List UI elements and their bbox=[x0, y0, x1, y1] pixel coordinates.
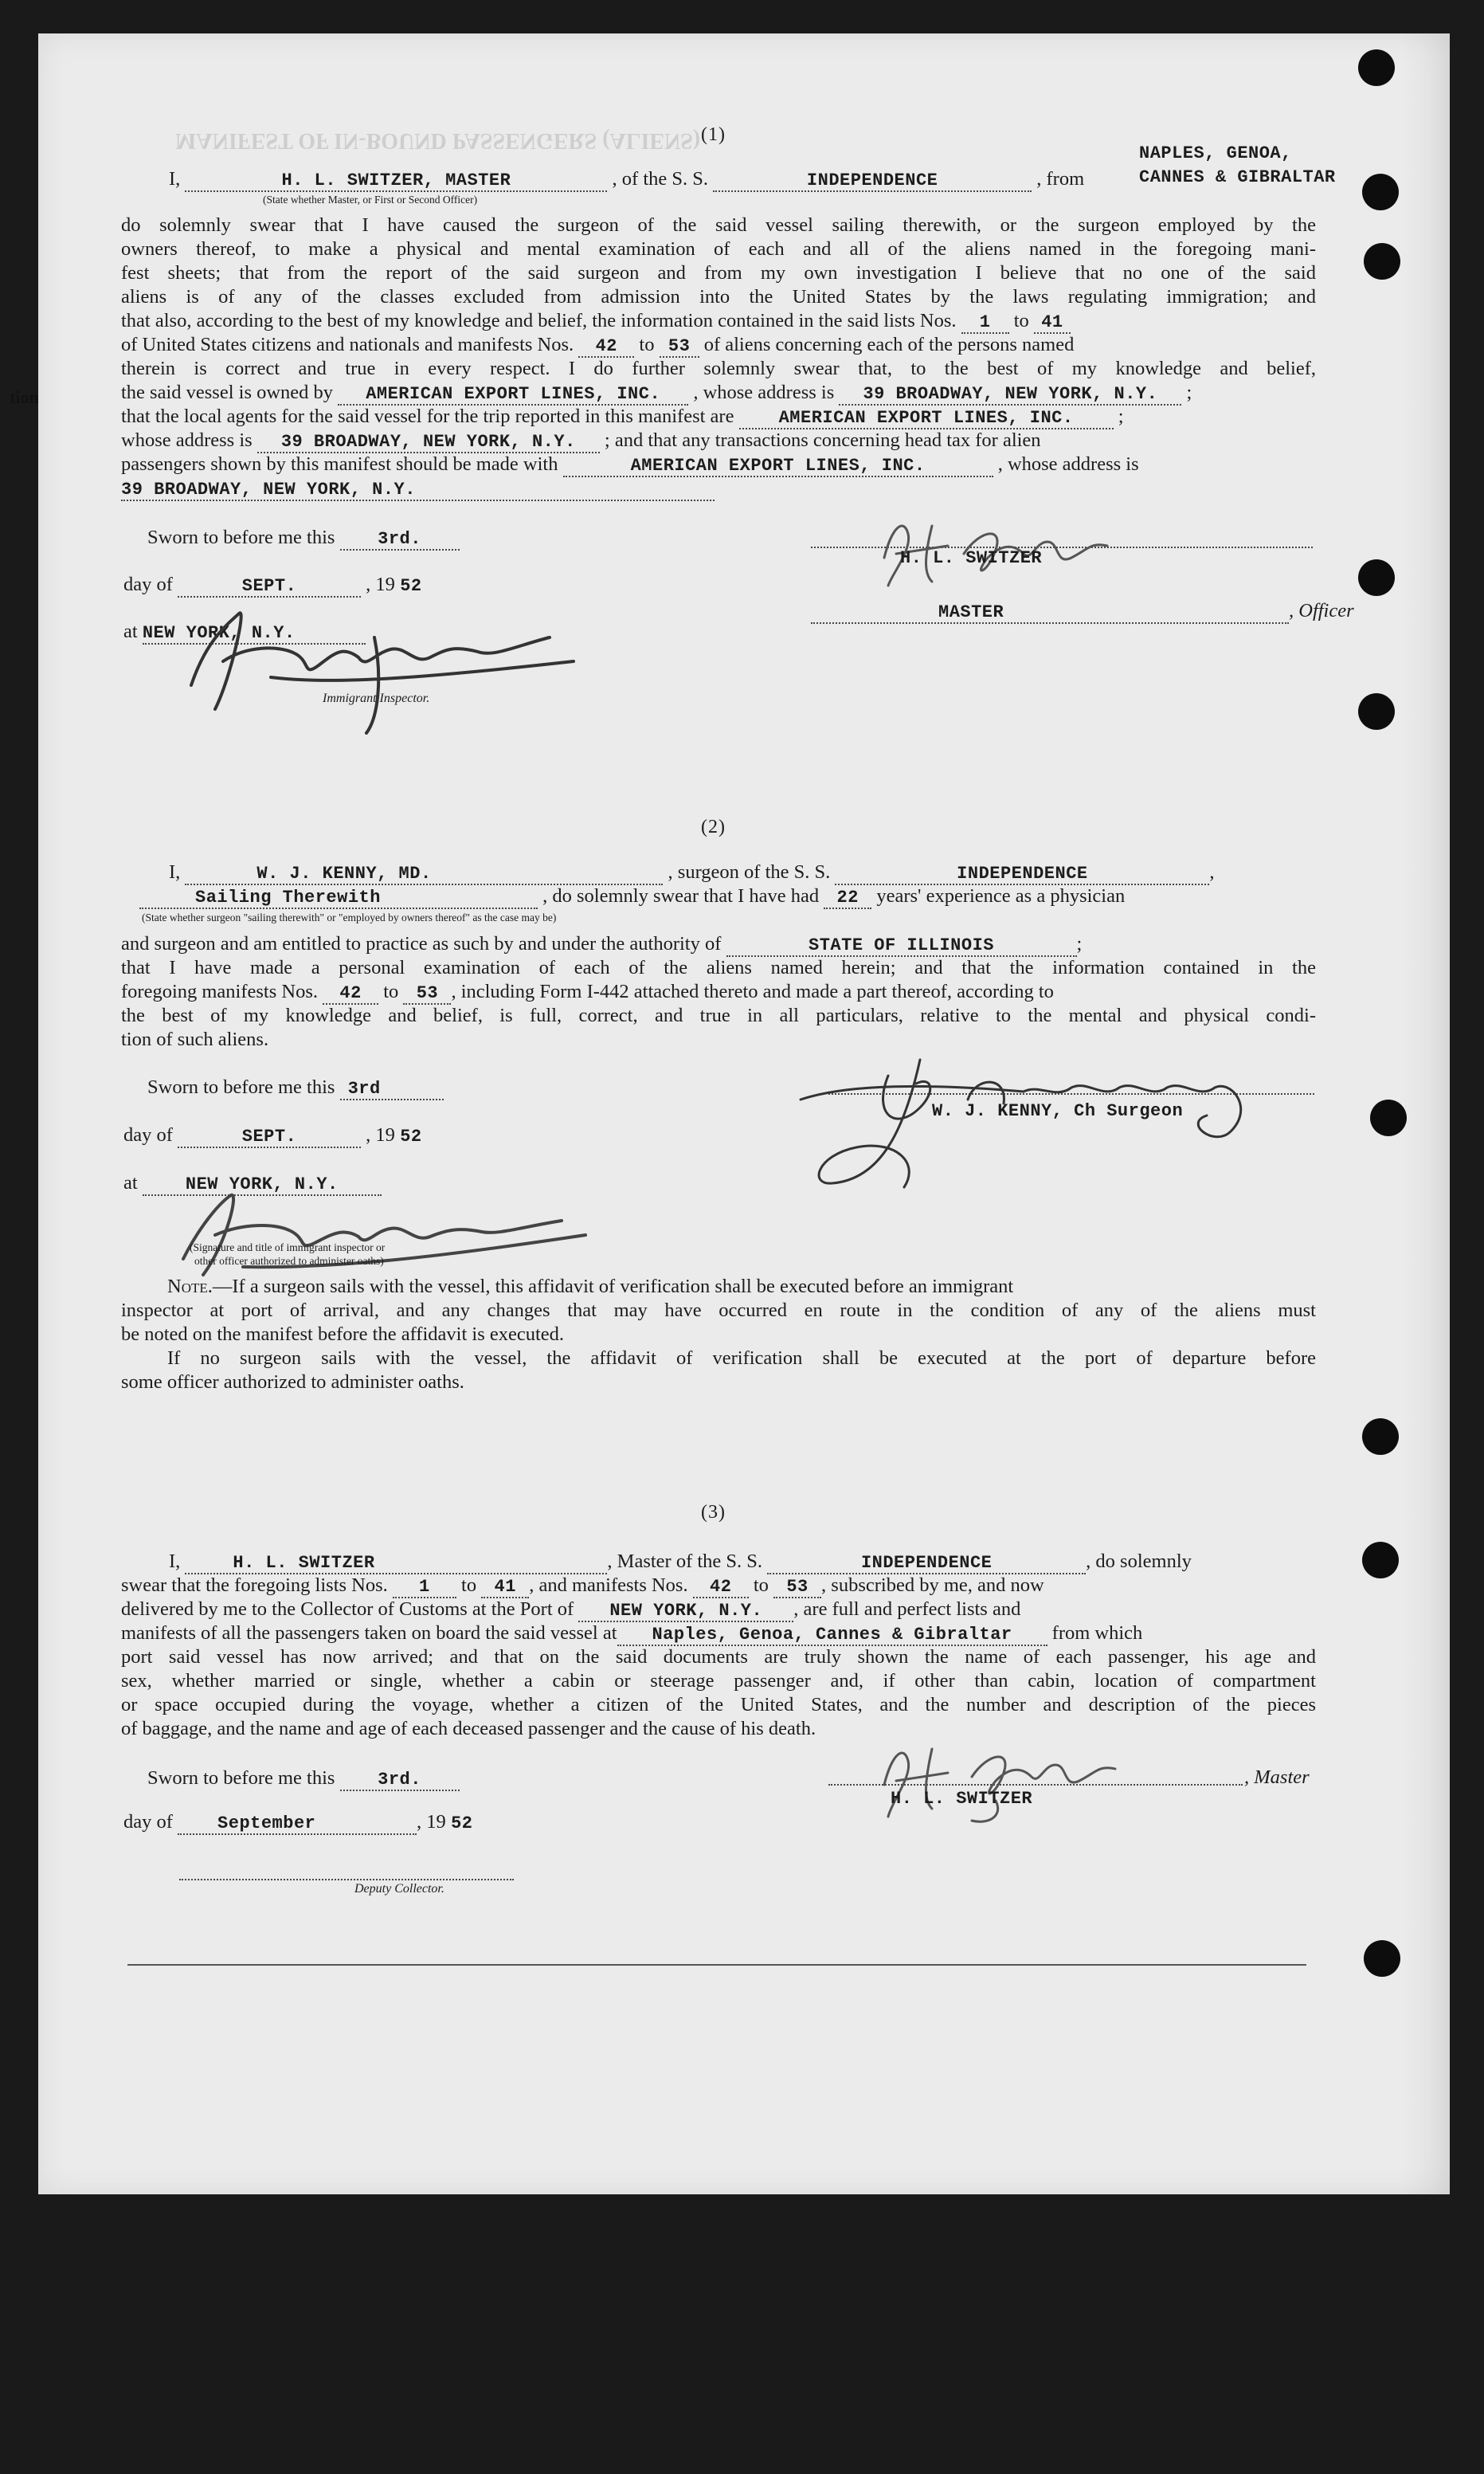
punch-hole bbox=[1362, 174, 1399, 210]
section-1-body-line: therein is correct and true in every respect. I do further solemnly swear that, to the best of my knowledge and belief, bbox=[121, 358, 1316, 379]
year-field: 52 bbox=[400, 1127, 422, 1147]
note-line: be noted on the manifest before the affidavit is executed. bbox=[121, 1323, 565, 1345]
note-line: inspector at port of arrival, and any changes that may have occurred en route in the condition of any of the aliens must bbox=[121, 1300, 1316, 1321]
note-line: some officer authorized to administer oaths. bbox=[121, 1371, 464, 1393]
section-3-body-line: of baggage, and the name and age of each deceased passenger and the cause of his death. bbox=[121, 1718, 816, 1739]
manifests-from-field: 42 bbox=[323, 984, 378, 1005]
head-tax-party-field: AMERICAN EXPORT LINES, INC. bbox=[563, 457, 993, 477]
section-1-number: (1) bbox=[701, 124, 726, 145]
note-line: If no surgeon sails with the vessel, the affidavit of verification shall be executed at the port of departure before bbox=[167, 1347, 1316, 1369]
inspector-caption: Immigrant Inspector. bbox=[323, 692, 430, 705]
sworn-label: Sworn to before me this bbox=[147, 1076, 335, 1098]
manifests-from-field: 42 bbox=[578, 337, 634, 358]
section-1-sworn-line bbox=[147, 526, 460, 551]
surgeon-state-caption: (State whether surgeon "sailing therewith" or "employed by owners thereof" as the case may be) bbox=[142, 912, 557, 923]
year-prefix: , 19 bbox=[366, 1124, 395, 1146]
owner-field: AMERICAN EXPORT LINES, INC. bbox=[338, 385, 688, 406]
master-name-field: H. L. SWITZER, MASTER bbox=[185, 171, 607, 192]
manifests-label: of United States citizens and nationals and manifests Nos. bbox=[121, 334, 574, 355]
section-1-manifests-line bbox=[121, 333, 1074, 358]
bleed-through-header: MANIFEST OF IN-BOUND PASSENGERS (ALIENS) bbox=[175, 128, 701, 153]
sworn-day-field: 3rd bbox=[340, 1080, 444, 1100]
agent-field: AMERICAN EXPORT LINES, INC. bbox=[739, 409, 1114, 429]
section-2-sworn-line bbox=[147, 1076, 444, 1100]
master-signature bbox=[876, 1729, 1147, 1829]
section-1-body-line: do solemnly swear that I have caused the surgeon of the said vessel sailing therewith, or the surgeon employed by the bbox=[121, 214, 1316, 236]
section-3-lists-line: swear that the foregoing lists Nos. 1 to 41 , and manifests Nos. 42 to 53 , subscribed by me, and now bbox=[121, 1574, 1044, 1597]
collector-signature-line bbox=[179, 1879, 514, 1880]
intro-label: I, bbox=[169, 1551, 181, 1572]
officer-label: , Officer bbox=[1289, 600, 1354, 621]
owner-address-field: 39 BROADWAY, NEW YORK, N.Y. bbox=[839, 385, 1181, 406]
section-2-header-line: I, W. J. KENNY, MD. , surgeon of the S. S. INDEPENDENCE , bbox=[169, 861, 1215, 884]
sworn-day-field: 3rd. bbox=[340, 530, 460, 551]
surgeon-signer-name: W. J. KENNY, Ch Surgeon bbox=[932, 1101, 1184, 1121]
month-field: SEPT. bbox=[178, 577, 361, 598]
punch-hole bbox=[1358, 49, 1395, 86]
place-field: NEW YORK, N.Y. bbox=[143, 624, 366, 645]
punch-hole bbox=[1358, 693, 1395, 730]
subscribed-label: , subscribed by me, and now bbox=[821, 1574, 1044, 1596]
inspector-caption-1: (Signature and title of immigrant inspector or bbox=[190, 1241, 386, 1253]
punch-hole bbox=[1362, 1418, 1399, 1455]
from-which-label: from which bbox=[1051, 1622, 1143, 1644]
manifests-to-field: 53 bbox=[403, 984, 451, 1005]
officer-title-line bbox=[811, 599, 1354, 624]
place-field: NEW YORK, N.Y. bbox=[143, 1175, 382, 1196]
section-2-body-line: tion of such aliens. bbox=[121, 1029, 269, 1050]
ports-field: Naples, Genoa, Cannes & Gibraltar bbox=[617, 1625, 1047, 1646]
section-2-day-of-line bbox=[123, 1123, 427, 1148]
intro-label: I, bbox=[169, 861, 181, 883]
month-field: SEPT. bbox=[178, 1127, 361, 1148]
section-3-day-of-line bbox=[123, 1810, 478, 1835]
master-name-field: H. L. SWITZER bbox=[185, 1554, 607, 1574]
section-3-sworn-line bbox=[147, 1766, 460, 1791]
authority-field: STATE OF ILLINOIS bbox=[726, 936, 1077, 957]
do-swear-label: , do solemnly swear that I have had bbox=[542, 885, 820, 907]
passengers-label: manifests of all the passengers taken on board the said vessel at bbox=[121, 1622, 617, 1644]
master-signer-name: H. L. SWITZER bbox=[891, 1789, 1033, 1809]
officer-title-field: MASTER bbox=[811, 603, 1289, 624]
head-tax-address-label: , whose address is bbox=[997, 453, 1139, 475]
manifests-to-label: to bbox=[639, 334, 655, 355]
lists-label: that also, according to the best of my knowledge and belief, the information contained in the said lists Nos. bbox=[121, 310, 957, 331]
year-field: 52 bbox=[451, 1813, 473, 1833]
collector-caption: Deputy Collector. bbox=[354, 1882, 444, 1896]
manifests-tail: of aliens concerning each of the persons named bbox=[703, 334, 1075, 355]
agent-address-label: whose address is bbox=[121, 429, 253, 451]
section-1-body-line: owners thereof, to make a physical and mental examination of each and all of the aliens named in the foregoing mani- bbox=[121, 238, 1316, 260]
section-3-header-line bbox=[169, 1550, 1192, 1574]
punch-hole bbox=[1358, 559, 1395, 596]
years-field: 22 bbox=[824, 888, 871, 909]
do-swear-label: , do solemnly bbox=[1086, 1551, 1192, 1572]
from-ports-line-1: NAPLES, GENOA, bbox=[1139, 143, 1292, 163]
section-3-ports-line bbox=[121, 1621, 1142, 1646]
section-1-body-line: fest sheets; that from the report of the said surgeon and from my own investigation I believe that no one of the said bbox=[121, 262, 1316, 284]
day-of-label: day of bbox=[123, 1811, 173, 1833]
agent-address-field: 39 BROADWAY, NEW YORK, N.Y. bbox=[257, 433, 600, 453]
vessel-field: INDEPENDENCE bbox=[835, 865, 1209, 885]
section-2-body-line: the best of my knowledge and belief, is full, correct, and true in all particulars, relative to the mental and physical condi- bbox=[121, 1005, 1316, 1026]
agent-label: that the local agents for the said vessel for the trip reported in this manifest are bbox=[121, 406, 734, 427]
note-text: —If a surgeon sails with the vessel, this affidavit of verification shall be executed before an immigrant bbox=[212, 1276, 1014, 1297]
from-ports-line-2: CANNES & GIBRALTAR bbox=[1139, 167, 1336, 187]
sailing-field: Sailing Therewith bbox=[139, 888, 538, 909]
section-1-lists-line bbox=[121, 309, 1071, 334]
note-line bbox=[167, 1275, 1013, 1299]
vessel-field: INDEPENDENCE bbox=[767, 1554, 1086, 1574]
vessel-field: INDEPENDENCE bbox=[713, 171, 1032, 192]
lists-label: swear that the foregoing lists Nos. bbox=[121, 1574, 388, 1596]
punch-hole bbox=[1370, 1100, 1407, 1136]
delivered-label: delivered by me to the Collector of Customs at the Port of bbox=[121, 1598, 574, 1620]
day-of-label: day of bbox=[123, 1124, 173, 1146]
section-2-body-line: that I have made a personal examination of each of the aliens named herein; and that the information contained in the bbox=[121, 957, 1316, 978]
at-label: at bbox=[123, 621, 138, 642]
year-prefix: , 19 bbox=[417, 1811, 446, 1833]
section-3-number: (3) bbox=[701, 1502, 726, 1523]
master-state-caption: (State whether Master, or First or Second Officer) bbox=[263, 194, 478, 206]
owner-label: the said vessel is owned by bbox=[121, 382, 334, 403]
sheet-edge-shadow bbox=[1402, 33, 1450, 2194]
section-1-head-tax-address-line bbox=[121, 476, 715, 501]
of-ss-label: , of the S. S. bbox=[612, 168, 709, 190]
officer-signature-name: H. L. SWITZER bbox=[900, 548, 1043, 568]
section-1-header-line bbox=[169, 167, 1084, 192]
lists-to-field: 41 bbox=[481, 1578, 529, 1598]
section-1-body-line: aliens is of any of the classes excluded from admission into the United States by the laws regulating immigration; and bbox=[121, 286, 1316, 308]
master-label: , Master bbox=[1244, 1766, 1310, 1788]
lists-to-field: 41 bbox=[1034, 313, 1071, 334]
at-label: at bbox=[123, 1172, 138, 1194]
surgeon-name-field: W. J. KENNY, MD. bbox=[185, 865, 663, 885]
intro-label: I, bbox=[169, 168, 181, 190]
sworn-label: Sworn to before me this bbox=[147, 1767, 335, 1789]
section-1-owner-line: the said vessel is owned by AMERICAN EXPORT LINES, INC. , whose address is 39 BROADWAY, NEW YORK, N.Y. ; bbox=[121, 382, 1192, 404]
month-field: September bbox=[178, 1814, 417, 1835]
inspector-signature bbox=[175, 590, 605, 737]
section-2-sailing-line bbox=[139, 884, 1125, 909]
manifests-to-field: 53 bbox=[660, 337, 699, 358]
section-1-head-tax-line bbox=[121, 453, 1139, 477]
master-of-ss-label: , Master of the S. S. bbox=[607, 1551, 763, 1572]
manifests-to-field: 53 bbox=[773, 1578, 821, 1598]
authority-label: and surgeon and am entitled to practice as such by and under the authority of bbox=[121, 933, 722, 955]
port-field: NEW YORK, N.Y. bbox=[578, 1602, 793, 1622]
head-tax-address-field: 39 BROADWAY, NEW YORK, N.Y. bbox=[121, 480, 715, 501]
punch-hole bbox=[1362, 1542, 1399, 1578]
year-field: 52 bbox=[400, 576, 422, 596]
section-3-body-line: port said vessel has now arrived; and that on the said documents are truly shown the name of each passenger, his age and bbox=[121, 1646, 1316, 1668]
sworn-label: Sworn to before me this bbox=[147, 527, 335, 548]
manifests-tail: , including Form I-442 attached thereto and made a part thereof, according to bbox=[451, 981, 1054, 1002]
section-2-number: (2) bbox=[701, 817, 726, 837]
section-2-authority-line: and surgeon and am entitled to practice as such by and under the authority of STATE OF ILLINOIS ; bbox=[121, 933, 1083, 955]
bottom-rule bbox=[127, 1964, 1306, 1966]
section-3-body-line: sex, whether married or single, whether a cabin or steerage passenger and, if other than cabin, location of compartment bbox=[121, 1670, 1316, 1692]
section-3-body-line: or space occupied during the voyage, whether a citizen of the United States, and the number and description of the pieces bbox=[121, 1694, 1316, 1715]
inspector-signature bbox=[171, 1179, 601, 1287]
section-1-agent-address-line bbox=[121, 429, 1041, 453]
section-2-manifests-line: foregoing manifests Nos. 42 to 53 , including Form I-442 attached thereto and made a part thereof, according to bbox=[121, 981, 1054, 1003]
lists-from-field: 1 bbox=[961, 313, 1009, 334]
years-tail: years' experience as a physician bbox=[876, 885, 1126, 907]
section-1-agent-line: that the local agents for the said vessel for the trip reported in this manifest are AMERICAN EXPORT LINES, INC. ; bbox=[121, 406, 1124, 428]
section-3-port-line bbox=[121, 1598, 1020, 1622]
punch-hole bbox=[1364, 243, 1400, 280]
from-label: , from bbox=[1036, 168, 1085, 190]
day-of-label: day of bbox=[123, 574, 173, 595]
manifests-label: , and manifests Nos. bbox=[529, 1574, 688, 1596]
head-tax-label: passengers shown by this manifest should be made with bbox=[121, 453, 558, 475]
lists-from-field: 1 bbox=[393, 1578, 456, 1598]
surgeon-signature bbox=[785, 1044, 1263, 1199]
surgeon-of-ss-label: , surgeon of the S. S. bbox=[668, 861, 831, 883]
punch-hole bbox=[1364, 1940, 1400, 1977]
bleed-through-margin: tion bbox=[10, 387, 39, 407]
year-prefix: , 19 bbox=[366, 574, 395, 595]
head-tax-tail: ; and that any transactions concerning head tax for alien bbox=[604, 429, 1041, 451]
note-label: Note. bbox=[167, 1276, 213, 1297]
lists-to-label: to bbox=[1013, 310, 1029, 331]
inspector-caption-2: other officer authorized to administer oaths) bbox=[194, 1255, 384, 1267]
sworn-day-field: 3rd. bbox=[340, 1770, 460, 1791]
manifests-label: foregoing manifests Nos. bbox=[121, 981, 318, 1002]
perfect-label: , are full and perfect lists and bbox=[793, 1598, 1021, 1620]
manifests-from-field: 42 bbox=[693, 1578, 749, 1598]
owner-address-label: , whose address is bbox=[693, 382, 835, 403]
